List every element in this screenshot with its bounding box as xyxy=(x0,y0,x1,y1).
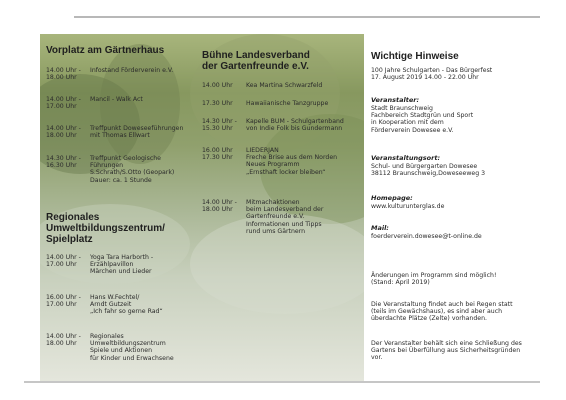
section-title-umweltbildungszentrum: Regionales Umweltbildungszentrum/ Spielplatz xyxy=(46,212,165,245)
organizer-label: Veranstalter: xyxy=(371,96,420,104)
time-slot: 14.00 Uhr - 17.00 Uhr xyxy=(46,96,81,111)
program-item: LIEDERJAN Freche Brise aus dem Norden Neues Programm „Ernsthaft locker bleiben“ xyxy=(246,147,338,176)
time-slot: 14.30 Uhr - 15.30 Uhr xyxy=(202,118,237,133)
venue-text: Schul- und Bürgergarten Dowesee 38112 Braunschweig,Doweseeweg 3 xyxy=(371,163,486,178)
time-slot: 16.00 Uhr - 17.00 Uhr xyxy=(46,294,81,309)
section-title-buehne: Bühne Landesverband der Gartenfreunde e.V. xyxy=(202,50,310,72)
program-item: Hans W.Fechtel/ Arndt Gutzeit „Ich fahr so gerne Rad“ xyxy=(90,294,163,316)
homepage-label: Homepage: xyxy=(371,194,413,202)
closure-note: Der Veranstalter behält sich eine Schließung des Gartens bei Überfüllung aus Sicherheitsgründen vor. xyxy=(371,340,522,362)
program-item: Yoga Tara Harborth - Erzählpavillon Märchen und Lieder xyxy=(90,254,154,276)
program-item: Regionales Umweltbildungszentrum Spiele und Aktionen für Kinder und Erwachsene xyxy=(90,333,174,362)
festival-intro: 100 Jahre Schulgarten - Das Bürgerfest 17. August 2019 14.00 - 22.00 Uhr xyxy=(371,67,493,82)
organizer-text: Stadt Braunschweig Fachbereich Stadtgrün und Sport in Kooperation mit dem Förderverein Dowesee e.V. xyxy=(371,105,474,134)
time-slot: 14.00 Uhr - 18.00 Uhr xyxy=(202,199,237,214)
program-item: Hawaiianische Tanzgruppe xyxy=(246,100,329,107)
program-item: Treffpunkt Geologische Führungen S.Schrath/S.Otto (Geopark) Dauer: ca. 1 Stunde xyxy=(90,155,175,184)
time-slot: 16.00 Uhr 17.30 Uhr xyxy=(202,147,233,162)
program-item: Kapelle BUM - Schulgartenband von Indie Folk bis Gundermann xyxy=(246,118,344,133)
time-slot: 14.00 Uhr - 17.00 Uhr xyxy=(46,254,81,269)
venue-label: Veranstaltungsort: xyxy=(371,154,441,162)
section-title-vorplatz: Vorplatz am Gärtnerhaus xyxy=(46,45,165,56)
program-change-note: Änderungen im Programm sind möglich! (Stand: April 2019) xyxy=(371,272,497,287)
program-item: Infostand Förderverein e.V. xyxy=(90,67,174,74)
homepage-link[interactable]: www.kulturunterglas.de xyxy=(371,203,445,210)
mail-link[interactable]: foerderverein.dowesee@t-online.de xyxy=(371,233,482,240)
time-slot: 14.00 Uhr xyxy=(202,82,233,89)
time-slot: 14.00 Uhr - 18.00 Uhr xyxy=(46,333,81,348)
mail-label: Mail: xyxy=(371,224,389,232)
program-item: Mitmachaktionen beim Landesverband der Gartenfreunde e.V. Informationen und Tipps rund ums Gärtnern xyxy=(246,199,324,235)
time-slot: 14.00 Uhr - 18.00 Uhr xyxy=(46,125,81,140)
time-slot: 14.30 Uhr - 16.30 Uhr xyxy=(46,155,81,170)
program-item: Treffpunkt Doweseeführungen mit Thomas Ellwart xyxy=(90,125,184,140)
time-slot: 14.00 Uhr - 18.00 Uhr xyxy=(46,67,81,82)
time-slot: 17.30 Uhr xyxy=(202,100,233,107)
program-item: Kea Martina Schwarzfeld xyxy=(246,82,323,89)
rain-note: Die Veranstaltung findet auch bei Regen statt (teils im Gewächshaus), es sind aber auch überdachte Plätze (Zelte) vorhanden. xyxy=(371,301,513,323)
section-title-hinweise: Wichtige Hinweise xyxy=(371,51,459,62)
program-item: Mancil - Walk Act xyxy=(90,96,143,103)
